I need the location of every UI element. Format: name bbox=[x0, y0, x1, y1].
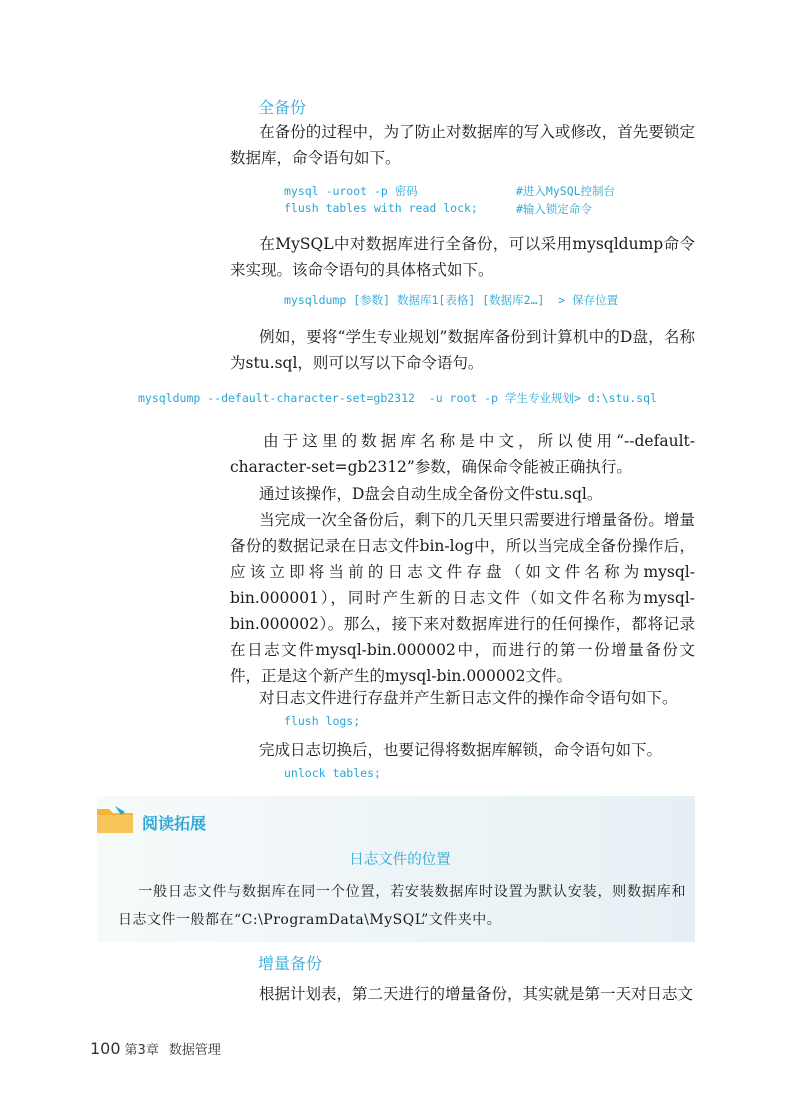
code-login-cmd: mysql -uroot -p 密码 bbox=[284, 184, 418, 198]
paragraph-incremental-start: 根据计划表，第二天进行的增量备份，其实就是第一天对日志文 bbox=[259, 985, 694, 1003]
full-backup-heading: 全备份 bbox=[258, 98, 307, 117]
reading-extension-text: 一般日志文件与数据库在同一个位置，若安装数据库时设置为默认安装，则数据库和日志文件一般都在“C:\ProgramData\MySQL”文件夹中。 bbox=[118, 884, 686, 928]
reading-extension-subtitle: 日志文件的位置 bbox=[349, 852, 451, 868]
paragraph-incremental-explain: 当完成一次全备份后，剩下的几天里只需要进行增量备份。增量备份的数据记录在日志文件bin-log中，所以当完成全备份操作后，应该立即将当前的日志文件存盘（如文件名称为mysql-bin.000001），同时产生新的日志文件（如文件名称为mysql-bin.000002）。那么，接下来对数据库进行的任何操作，都将记录在日志文件mysql-bin.000002中，而进行的第一份增量备份文件，正是这个新产生的mysql-bin.000002文件。 bbox=[230, 511, 695, 685]
paragraph-mysqldump-intro: 在MySQL中对数据库进行全备份，可以采用mysqldump命令来实现。该命令语句的具体格式如下。 bbox=[230, 235, 695, 279]
paragraph-unlock-intro: 完成日志切换后，也要记得将数据库解锁，命令语句如下。 bbox=[259, 741, 663, 759]
incremental-backup-heading: 增量备份 bbox=[258, 954, 323, 973]
code-login-comment: #进入MySQL控制台 bbox=[516, 184, 616, 198]
reading-extension-title: 阅读拓展 bbox=[142, 814, 207, 833]
code-unlock-tables: unlock tables; bbox=[284, 766, 381, 780]
paragraph-lock-intro: 在备份的过程中，为了防止对数据库的写入或修改，首先要锁定数据库，命令语句如下。 bbox=[230, 123, 695, 167]
paragraph-charset-note: 由于这里的数据库名称是中文，所以使用“--default-character-set=gb2312”参数，确保命令能被正确执行。 bbox=[230, 432, 695, 476]
page-number: 100 bbox=[90, 1039, 121, 1058]
paragraph-example: 例如，要将“学生专业规划”数据库备份到计算机中的D盘，名称为stu.sql，则可以写以下命令语句。 bbox=[230, 328, 695, 372]
folder-icon bbox=[95, 803, 135, 835]
code-flush-logs: flush logs; bbox=[284, 714, 361, 728]
paragraph-flush-logs-intro: 对日志文件进行存盘并产生新日志文件的操作命令语句如下。 bbox=[259, 689, 678, 707]
paragraph-stu-sql: 通过该操作，D盘会自动生成全备份文件stu.sql。 bbox=[259, 485, 603, 503]
chapter-title: 数据管理 bbox=[168, 1043, 221, 1058]
code-mysqldump-syntax: mysqldump [参数] 数据库1[表格] [数据库2…] > 保存位置 bbox=[284, 293, 619, 307]
code-line-lock bbox=[284, 201, 592, 216]
chapter-label: 第3章 bbox=[124, 1043, 159, 1058]
page-footer bbox=[90, 1039, 221, 1058]
code-line-login bbox=[284, 183, 616, 199]
code-lock-cmd: flush tables with read lock; bbox=[284, 201, 478, 215]
code-mysqldump-example: mysqldump --default-character-set=gb2312 -u root -p 学生专业规划> d:\stu.sql bbox=[138, 391, 658, 405]
code-lock-comment: #输入锁定命令 bbox=[516, 202, 592, 216]
